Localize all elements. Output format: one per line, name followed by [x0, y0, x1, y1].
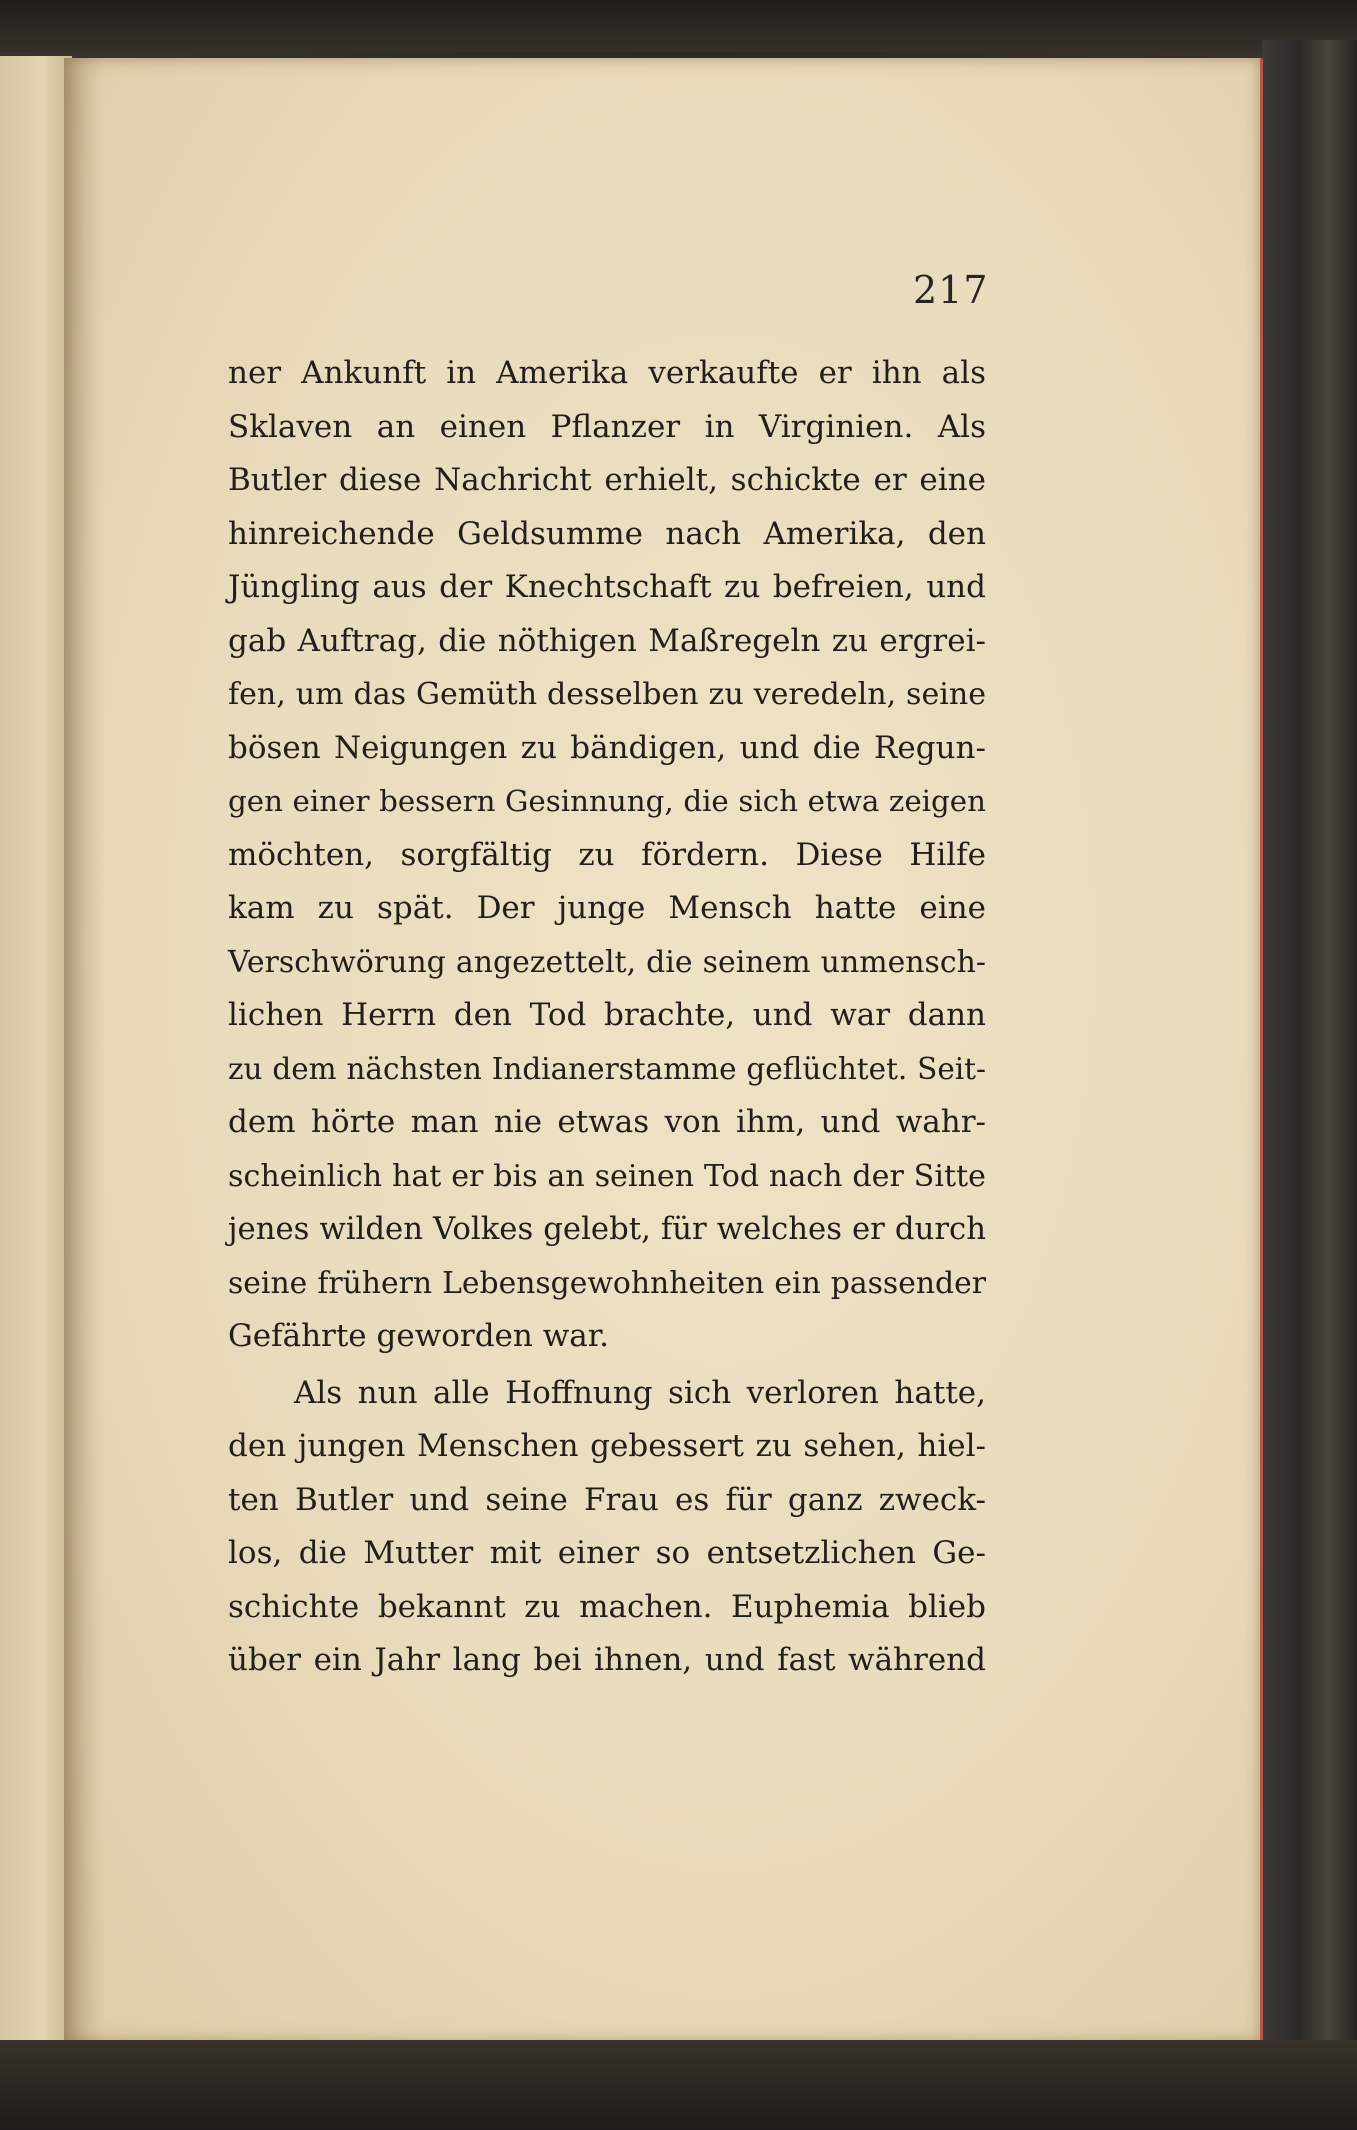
text-line: Jüngling aus der Knechtschaft zu befreien, und	[228, 569, 986, 605]
text-line: ten Butler und seine Frau es für ganz zweck-	[228, 1481, 986, 1518]
text-line: los, die Mutter mit einer so entsetzlichen Ge-	[228, 1535, 986, 1571]
text-line: ner Ankunft in Amerika verkaufte er ihn als	[228, 355, 986, 391]
text-line: jenes wilden Volkes gelebt, für welches er durch	[228, 1211, 986, 1247]
text-line: seine frühern Lebensgewohnheiten ein passender	[228, 1265, 986, 1301]
text-line: hinreichende Geldsumme nach Amerika, den	[228, 515, 986, 552]
paragraph	[228, 347, 986, 1364]
text-line: den jungen Menschen gebessert zu sehen, hiel-	[228, 1428, 986, 1464]
text-line: Verschwörung angezettelt, die seinem unmensch-	[228, 944, 986, 980]
previous-page-edge	[0, 56, 72, 2046]
text-line: bösen Neigungen zu bändigen, und die Regun-	[228, 729, 986, 766]
text-line: Sklaven an einen Pflanzer in Virginien. Als	[228, 408, 986, 445]
text-line: möchten, sorgfältig zu fördern. Diese Hilfe	[228, 836, 986, 873]
text-line: Butler diese Nachricht erhielt, schickte er eine	[228, 462, 986, 498]
text-line: schichte bekannt zu machen. Euphemia blieb	[228, 1588, 986, 1625]
text-line: Als nun alle Hoffnung sich verloren hatte,	[294, 1374, 986, 1411]
text-line: dem hörte man nie etwas von ihm, und wahr-	[228, 1104, 986, 1140]
book-cover-bottom-edge	[0, 2040, 1357, 2130]
page-number: 217	[913, 268, 989, 312]
body-text	[228, 347, 986, 1688]
text-line: fen, um das Gemüth desselben zu veredeln, seine	[228, 677, 986, 712]
text-line: gen einer bessern Gesinnung, die sich etwa zeigen	[228, 784, 986, 818]
book-cover-top-edge	[0, 0, 1357, 52]
text-line: über ein Jahr lang bei ihnen, und fast während	[228, 1642, 986, 1678]
text-line: lichen Herrn den Tod brachte, und war dann	[228, 997, 986, 1033]
text-line: scheinlich hat er bis an seinen Tod nach der Sitte	[228, 1158, 986, 1194]
paragraph	[228, 1367, 986, 1688]
text-line: gab Auftrag, die nöthigen Maßregeln zu ergrei-	[228, 622, 986, 659]
text-line: zu dem nächsten Indianerstamme geflüchtet. Seit-	[228, 1051, 986, 1086]
text-line: Gefährte geworden war.	[228, 1318, 610, 1354]
text-line: kam zu spät. Der junge Mensch hatte eine	[228, 890, 986, 926]
book-cover-right-edge	[1262, 40, 1357, 2050]
